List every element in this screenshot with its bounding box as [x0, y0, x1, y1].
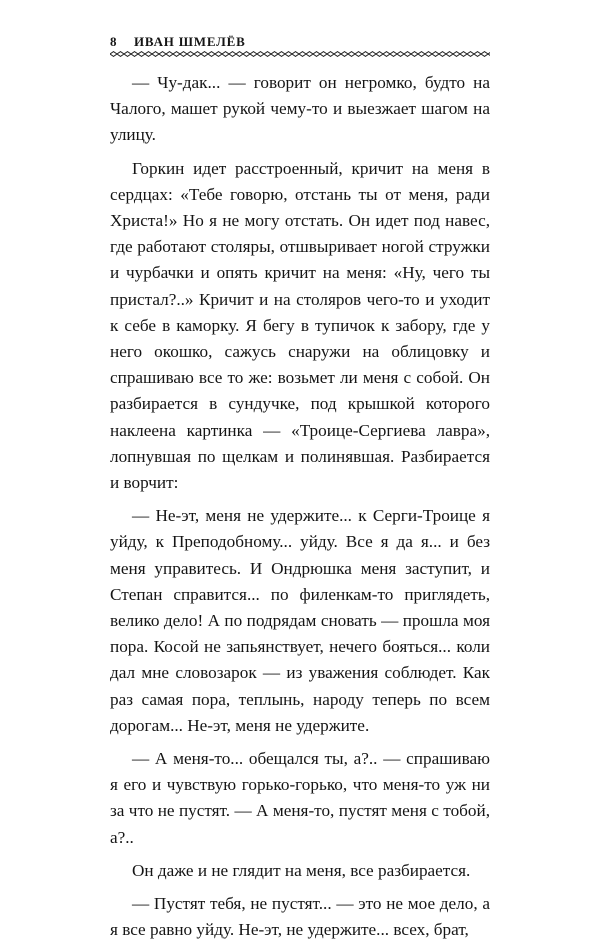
header-ornament-rule — [110, 51, 490, 57]
paragraph: — Чу-дак... — говорит он негромко, будто на Чалого, машет рукой чему-то и выезжает шагом на улицу. — [110, 73, 490, 145]
running-head: ИВАН ШМЕЛЁВ — [134, 34, 246, 49]
paragraph: — Пустят тебя, не пустят... — это не мое дело, а я все равно уйду. Не-эт, не удержите... всех, брат, — [110, 894, 490, 940]
page-number: 8 — [110, 34, 117, 49]
paragraph: — Не-эт, меня не удержите... к Серги-Троице я уйду, к Преподобному... уйду. Все я да я... и без меня управитесь. И Ондрюшка меня заступит, и Степан справится... по филенкам-то приглядеть, велико дело! А по подрядам сновать — прошла моя пора. Косой не запьянствует, нечего бояться... коли дал мне словозарок — из уважения соблюдет. Как раз самая пора, теплынь, народу теперь по всем дорогам... Не-эт, меня не удержите. — [110, 506, 490, 735]
body-text — [110, 70, 490, 951]
paragraph: Он даже и не глядит на меня, все разбирается. — [132, 860, 471, 880]
paragraph: — А меня-то... обещался ты, а?.. — спрашиваю я его и чувствую горько-горько, что меня-то уж ни за что не пустят. — А меня-то, пустят меня с тобой, а?.. — [110, 749, 490, 847]
paragraph: Горкин идет расстроенный, кричит на меня в сердцах: «Тебе говорю, отстань ты от меня, ради Христа!» Но я не могу отстать. Он идет под навес, где работают столяры, отшвыривает ногой стружки и чурбачки и опять кричит на меня: «Ну, чего ты пристал?..» Кричит и на столяров чего-то и уходит к себе в каморку. Я бегу в тупичок к забору, где у него окошко, сажусь снаружи на облицовку и спрашиваю все то же: возьмет ли меня с собой. Он разбирается в сундучке, под крышкой которого наклеена картинка — «Троице-Сергиева лавра», лопнувшая по щелкам и полинявшая. Разбирается и ворчит: — [110, 158, 490, 493]
